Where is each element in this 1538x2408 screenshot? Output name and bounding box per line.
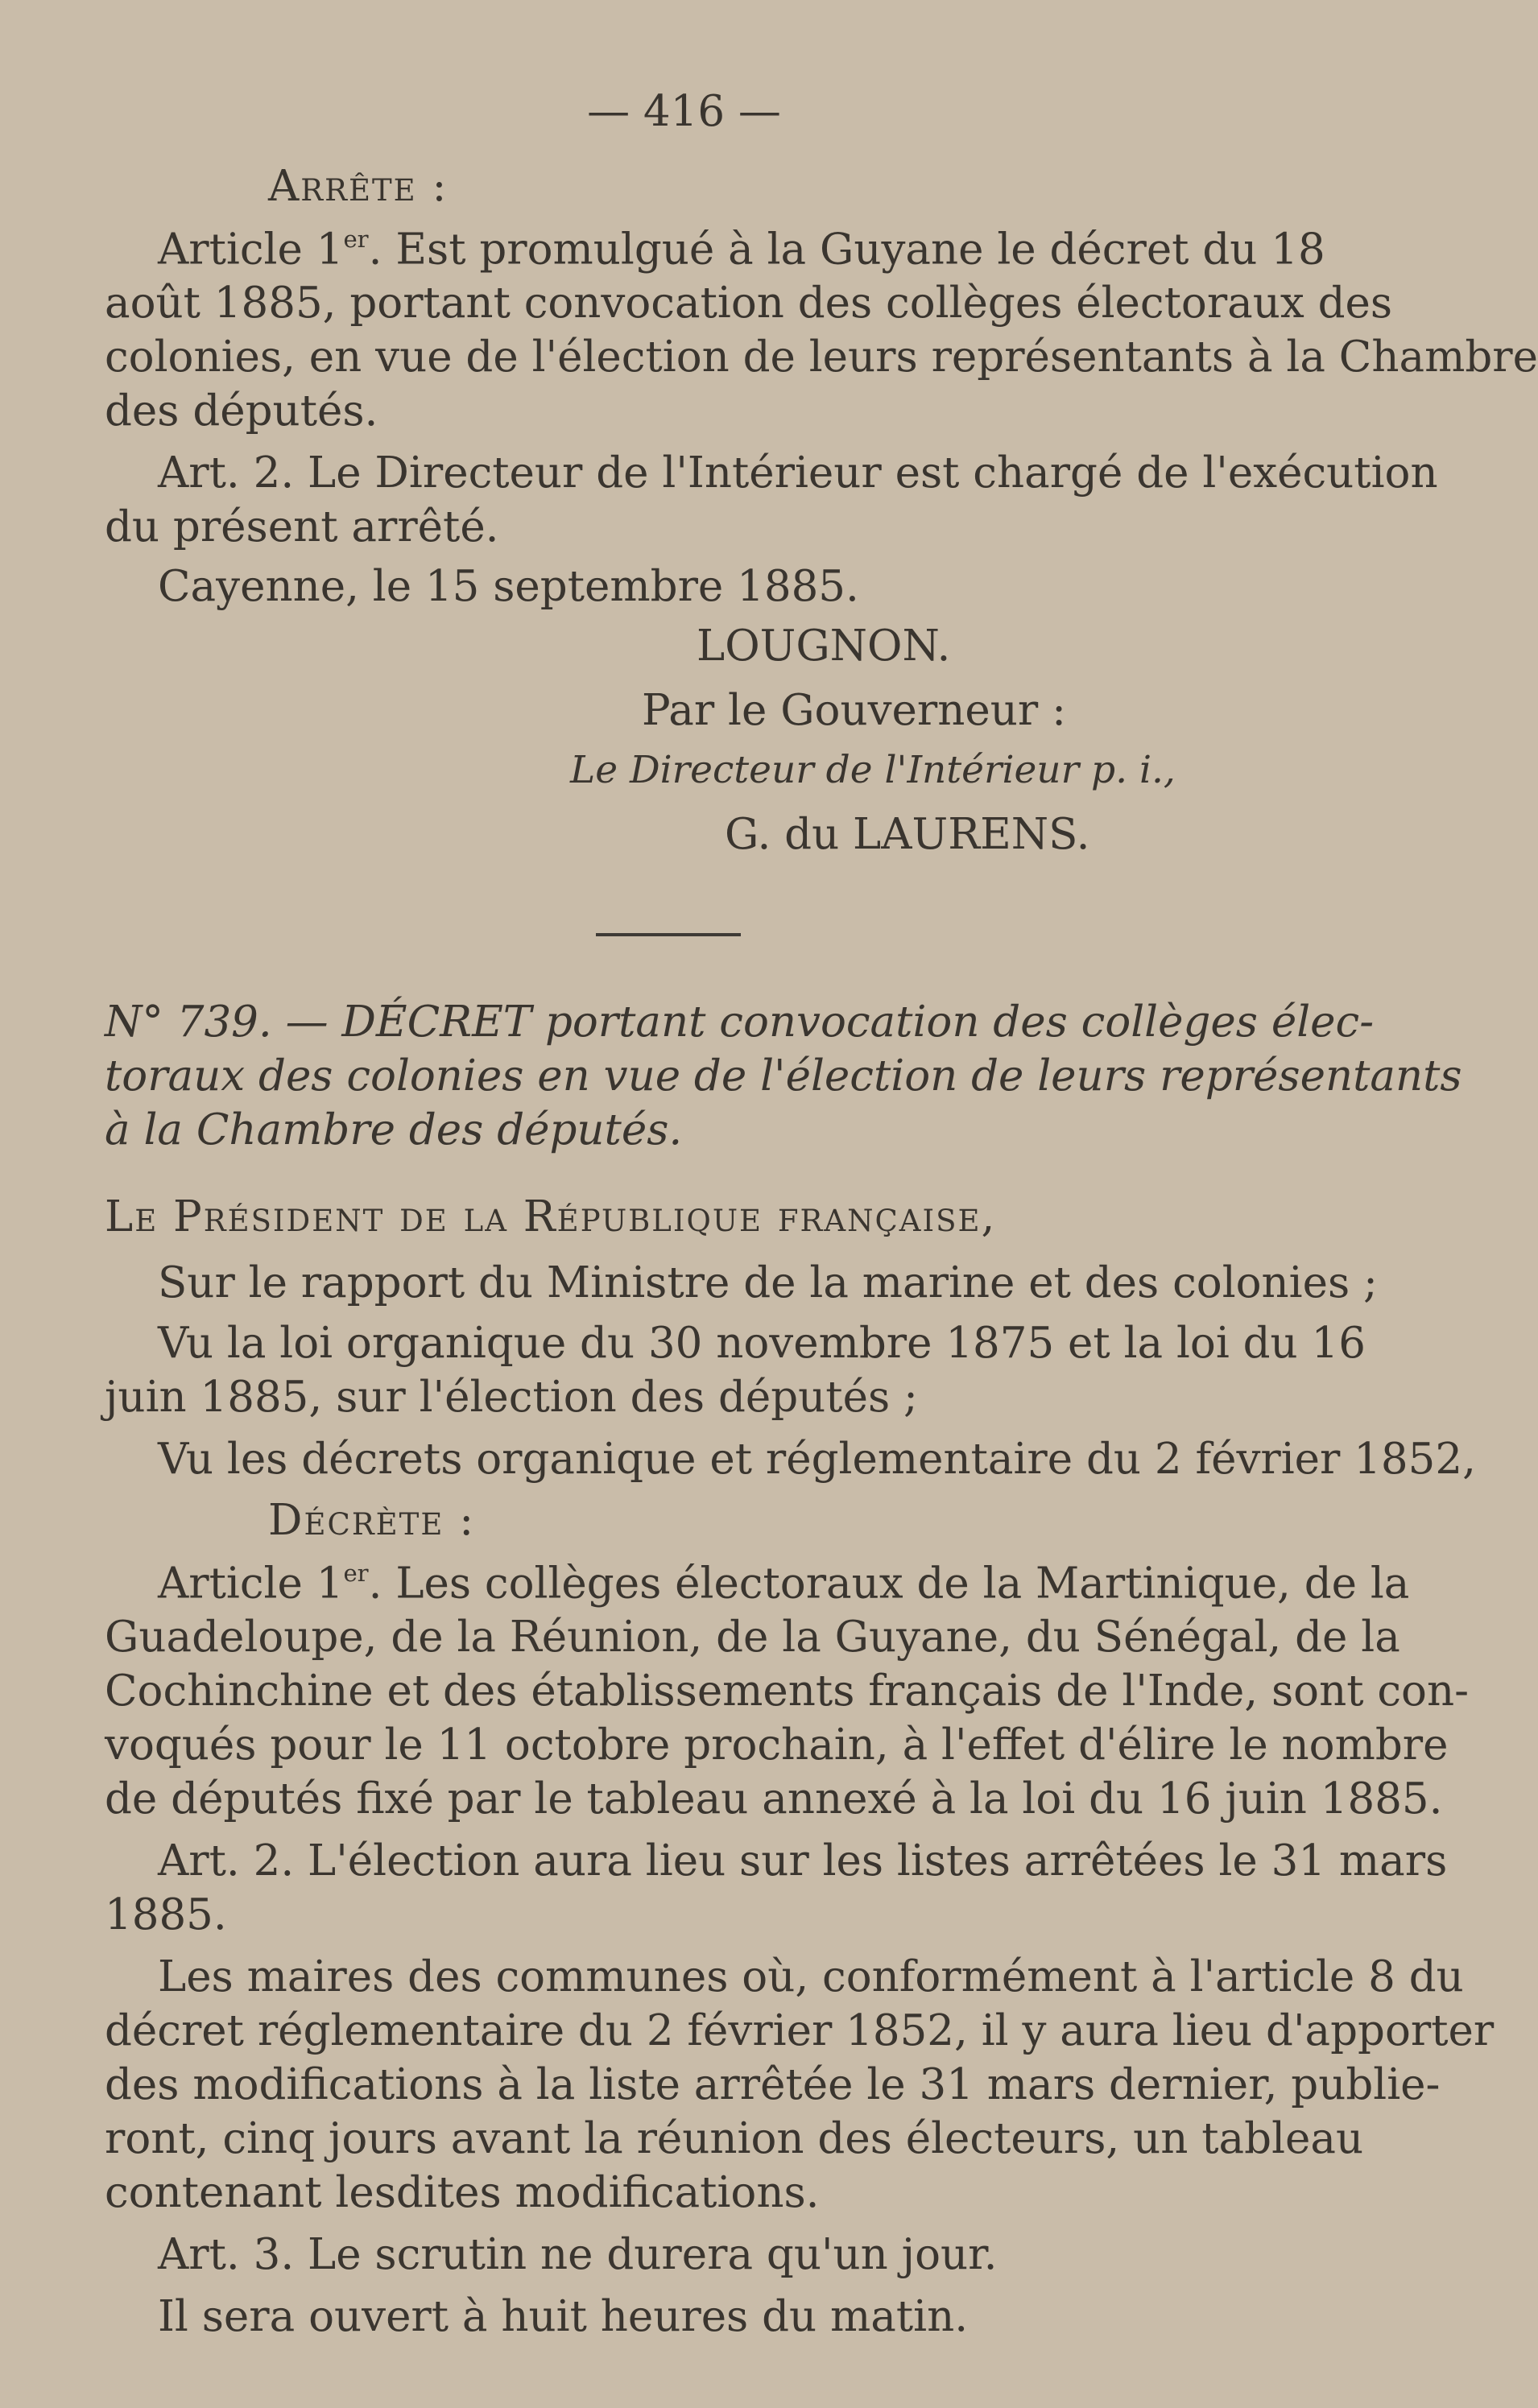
- decret-title-line: à la Chambre des députés.: [105, 1105, 683, 1154]
- decret-art1-line: voqués pour le 11 octobre prochain, à l'effet d'élire le nombre: [105, 1720, 1449, 1770]
- decret-art1-line: Cochinchine et des établissements français de l'Inde, sont con-: [105, 1667, 1469, 1716]
- signer-du-laurens: G. du LAURENS.: [725, 810, 1090, 859]
- decret-title-line: toraux des colonies en vue de l'élection de leurs représentants: [105, 1051, 1462, 1101]
- sur-le-rapport: Sur le rapport du Ministre de la marine et des colonies ;: [158, 1258, 1378, 1307]
- decret-art2-line: 1885.: [105, 1890, 227, 1939]
- arrete-art1-line: des députés.: [105, 386, 378, 436]
- decret-title-line: N° 739. — DÉCRET portant convocation des collèges élec-: [105, 997, 1375, 1047]
- decret-art3: Art. 3. Le scrutin ne durera qu'un jour.: [158, 2230, 998, 2279]
- decret-art2-line: Art. 2. L'élection aura lieu sur les listes arrêtées le 31 mars: [158, 1836, 1448, 1886]
- vu-decrets: Vu les décrets organique et réglementaire du 2 février 1852,: [158, 1435, 1476, 1484]
- section-divider: [596, 933, 741, 936]
- decrete-heading: Décrète :: [268, 1496, 476, 1545]
- page-number: — 416 —: [587, 87, 781, 136]
- signer-lougnon: LOUGNON.: [697, 622, 951, 671]
- maires-line: Les maires des communes où, conformément à l'article 8 du: [158, 1952, 1464, 2001]
- par-le-gouverneur: Par le Gouverneur :: [642, 686, 1066, 735]
- vu-line: juin 1885, sur l'élection des députés ;: [105, 1373, 918, 1422]
- arrete-art2-line: Art. 2. Le Directeur de l'Intérieur est chargé de l'exécution: [158, 448, 1438, 498]
- decret-art1-line: Article 1er. Les collèges électoraux de la Martinique, de la: [158, 1559, 1410, 1609]
- maires-line: contenant lesdites modifications.: [105, 2168, 820, 2217]
- arrete-art1-line: Article 1er. Est promulgué à la Guyane le décret du 18: [158, 225, 1325, 275]
- arrete-heading: Arrête :: [268, 162, 449, 211]
- arrete-art1-line: août 1885, portant convocation des collèges électoraux des: [105, 279, 1393, 328]
- maires-line: ront, cinq jours avant la réunion des électeurs, un tableau: [105, 2114, 1364, 2163]
- decret-art1-line: de députés fixé par le tableau annexé à la loi du 16 juin 1885.: [105, 1774, 1443, 1824]
- directeur-interieur: Le Directeur de l'Intérieur p. i.,: [570, 748, 1176, 792]
- vu-line: Vu la loi organique du 30 novembre 1875 et la loi du 16: [158, 1319, 1366, 1368]
- arrete-art1-line: colonies, en vue de l'élection de leurs représentants à la Chambre: [105, 332, 1538, 382]
- president-heading: Le Président de la République française,: [105, 1192, 997, 1241]
- arrete-date: Cayenne, le 15 septembre 1885.: [158, 562, 859, 611]
- decret-art1-line: Guadeloupe, de la Réunion, de la Guyane, du Sénégal, de la: [105, 1613, 1400, 1662]
- maires-line: décret réglementaire du 2 février 1852, il y aura lieu d'apporter: [105, 2006, 1495, 2055]
- arrete-art2-line: du présent arrêté.: [105, 502, 499, 551]
- maires-line: des modifications à la liste arrêtée le 31 mars dernier, publie-: [105, 2060, 1441, 2109]
- scrutin-ouvert: Il sera ouvert à huit heures du matin.: [158, 2292, 969, 2341]
